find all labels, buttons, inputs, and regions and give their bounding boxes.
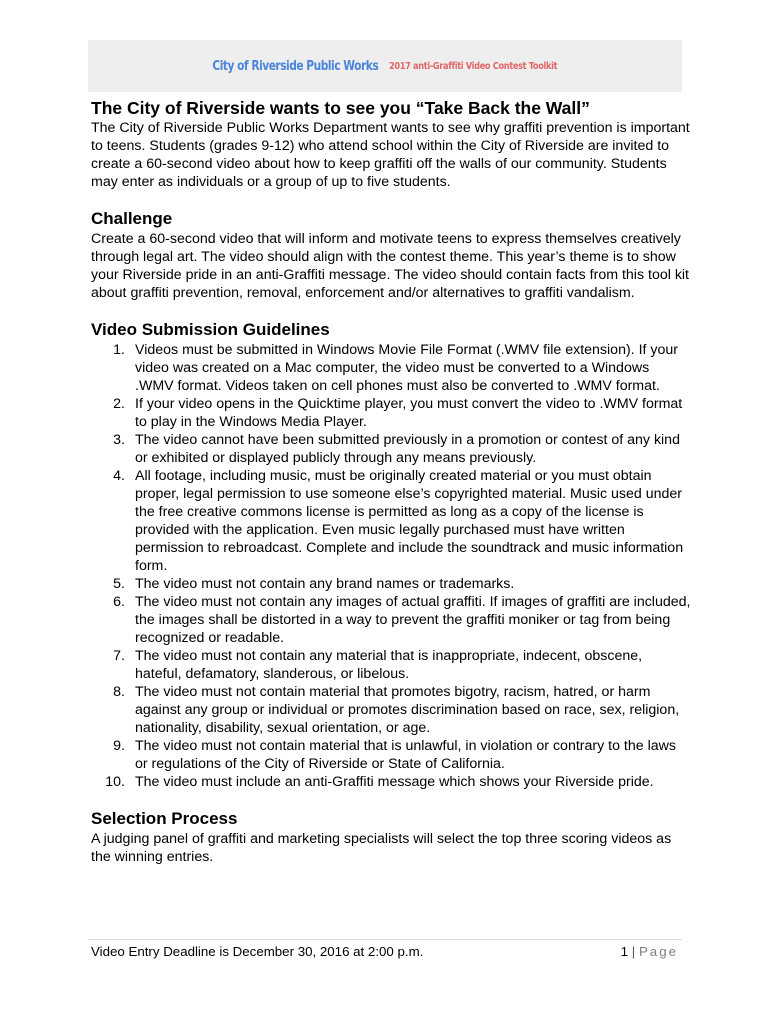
list-item-number: 10. (105, 774, 125, 790)
list-item-number: 2. (113, 396, 125, 412)
list-item-text: Videos must be submitted in Windows Movie File Format (.WMV file extension). If your video was created on a Mac computer, the video must be converted to a Windows .WMV format. Videos taken on cell phones must also be converted to .WMV format. (135, 342, 678, 394)
list-item (91, 737, 691, 773)
list-item-text: The video must not contain any images of actual graffiti. If images of graffiti are included, the images shall be distorted in a way to prevent the graffiti moniker or tag from being recognized or readable. (135, 594, 691, 646)
header-org-title: City of Riverside Public Works (212, 58, 379, 74)
list-item (91, 683, 691, 737)
list-item-text: The video must not contain any material that is inappropriate, indecent, obscene, hateful, defamatory, slanderous, or libelous. (135, 648, 643, 682)
list-item-number: 1. (113, 342, 125, 358)
list-item-text: The video must not contain material that is unlawful, in violation or contrary to the laws or regulations of the City of Riverside or State of California. (135, 738, 676, 772)
page-header (88, 40, 682, 92)
list-item (91, 341, 691, 395)
list-item-text: The video must include an anti-Graffiti message which shows your Riverside pride. (135, 774, 654, 790)
list-item (91, 575, 691, 593)
header-toolkit-title: 2017 anti-Graffiti Video Contest Toolkit (388, 60, 557, 72)
page-number-footer (621, 944, 678, 959)
list-item-number: 6. (113, 594, 125, 610)
list-item-text: The video cannot have been submitted previously in a promotion or contest of any kind or exhibited or displayed publicly through any means previously. (135, 432, 680, 466)
list-item-number: 5. (113, 576, 125, 592)
list-item (91, 773, 691, 791)
list-item-number: 7. (113, 648, 125, 664)
page-number: 1 (620, 944, 629, 959)
list-item-text: The video must not contain any brand names or trademarks. (135, 576, 515, 592)
list-item (91, 431, 691, 467)
selection-section (91, 808, 691, 866)
challenge-paragraph: Create a 60-second video that will inform and motivate teens to express themselves creatively through legal art. The video should align with the contest theme. This year’s theme is to show your Riverside pride in an anti-Graffiti message. The video should contain facts from this tool kit about graffiti prevention, removal, enforcement and/or alternatives to graffiti vandalism. (91, 231, 690, 301)
guidelines-list (91, 341, 691, 791)
list-item (91, 647, 691, 683)
challenge-section (91, 208, 691, 302)
list-item-number: 4. (113, 468, 125, 484)
list-item-text: All footage, including music, must be originally created material or you must obtain proper, legal permission to use someone else’s copyrighted material. Music used under the free creative commons license is permitted as long as a copy of the license is provided with the application. Even music legally purchased must have written permission to rebroadcast. Complete and include the soundtrack and music information form. (135, 468, 684, 574)
page-label: Page (638, 944, 678, 959)
list-item-text: If your video opens in the Quicktime player, you must convert the video to .WMV format to play in the Windows Media Player. (135, 396, 683, 430)
guidelines-section (91, 319, 691, 791)
intro-section (91, 97, 691, 191)
list-item (91, 467, 691, 575)
footer-divider (88, 939, 682, 940)
list-item (91, 395, 691, 431)
list-item-number: 8. (113, 684, 125, 700)
guidelines-heading: Video Submission Guidelines (91, 320, 330, 339)
document-body (91, 97, 691, 866)
list-item-number: 9. (113, 738, 125, 754)
challenge-heading: Challenge (91, 209, 173, 228)
selection-paragraph: A judging panel of graffiti and marketing specialists will select the top three scoring videos as the winning entries. (91, 831, 672, 865)
intro-heading: The City of Riverside wants to see you “Take Back the Wall” (91, 98, 590, 118)
page-separator: | (631, 944, 636, 959)
intro-paragraph: The City of Riverside Public Works Department wants to see why graffiti prevention is important to teens. Students (grades 9-12) who attend school within the City of Riverside are invited to create a 60-second video about how to keep graffiti off the walls of our community. Students may enter as individuals or a group of up to five students. (91, 120, 690, 190)
footer-deadline: Video Entry Deadline is December 30, 2016 at 2:00 p.m. (91, 944, 424, 959)
list-item (91, 593, 691, 647)
list-item-text: The video must not contain material that promotes bigotry, racism, hatred, or harm against any group or individual or promotes discrimination based on race, sex, religion, nationality, disability, sexual orientation, or age. (135, 684, 680, 736)
list-item-number: 3. (113, 432, 125, 448)
selection-heading: Selection Process (91, 809, 238, 828)
